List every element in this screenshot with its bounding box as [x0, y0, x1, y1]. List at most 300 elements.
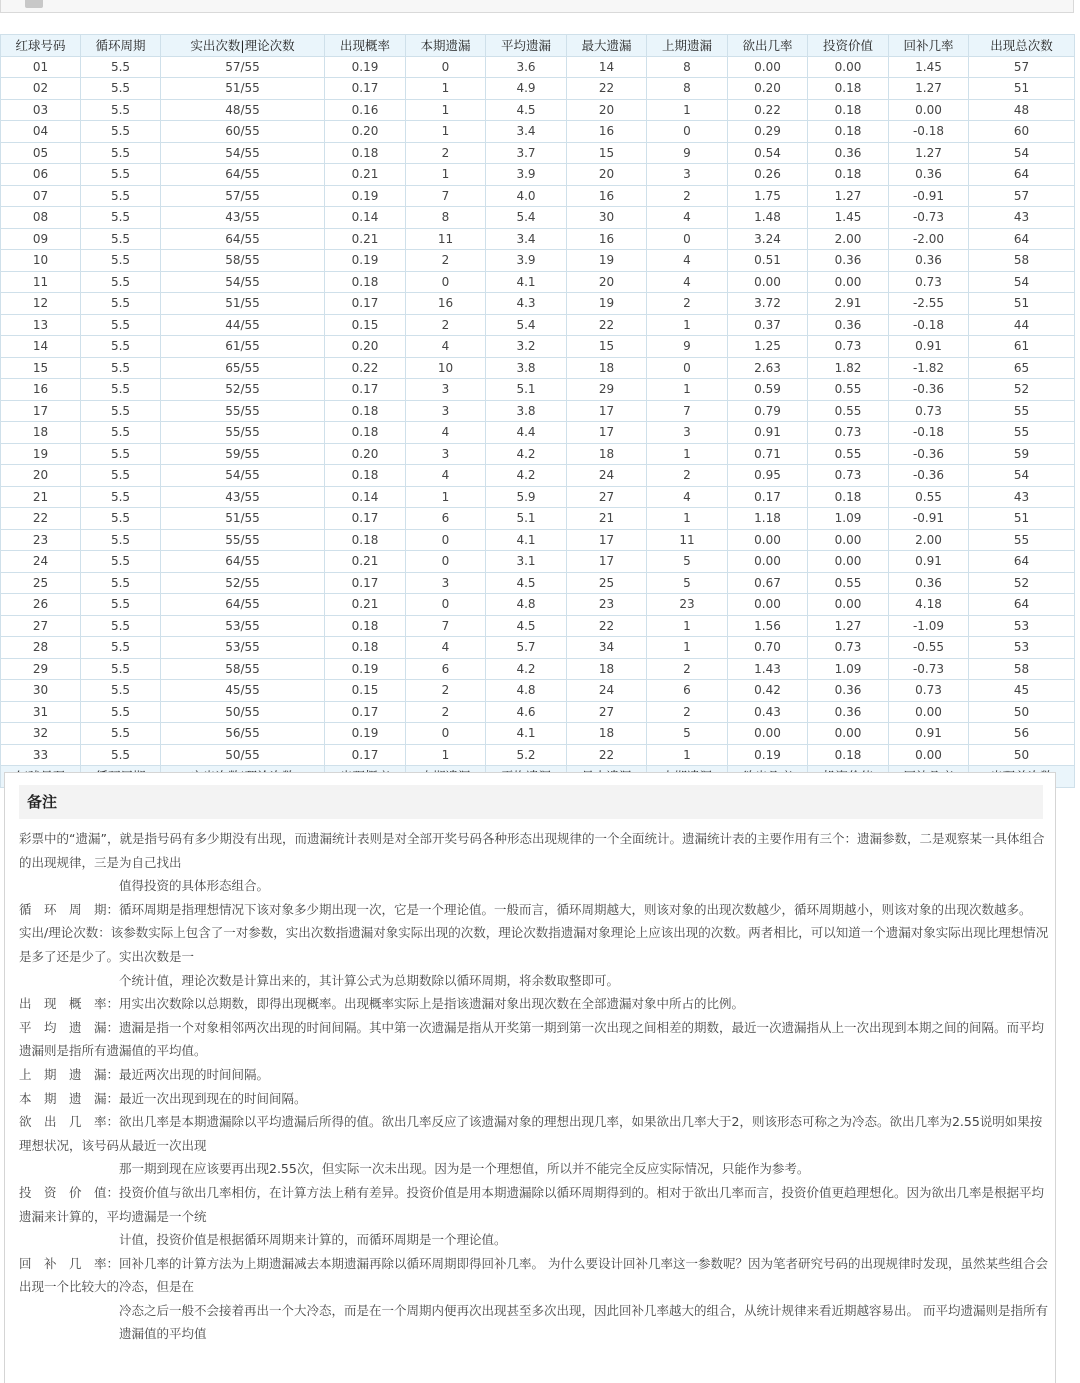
red-ball-omission-table	[0, 34, 1075, 788]
table-cell: 58/55	[161, 250, 325, 272]
document-icon	[25, 0, 43, 8]
table-cell: 5.5	[81, 637, 161, 659]
note-paragraph: 个统计值，理论次数是计算出来的，其计算公式为总期数除以循环周期，将余数取整即可。	[119, 972, 620, 988]
table-cell: 1.27	[808, 185, 889, 207]
table-cell: 5.4	[486, 207, 567, 229]
table-cell: 0.26	[728, 164, 808, 186]
table-cell: 1.43	[728, 658, 808, 680]
table-cell: 0.18	[325, 271, 406, 293]
table-cell: 57	[969, 185, 1075, 207]
table-cell: 5	[647, 723, 728, 745]
column-header: 上期遗漏	[647, 35, 728, 57]
table-cell: 5.7	[486, 637, 567, 659]
table-cell: 4.1	[486, 529, 567, 551]
table-cell: 7	[406, 615, 486, 637]
table-cell: 5.5	[81, 443, 161, 465]
table-cell: 0.91	[889, 723, 969, 745]
table-cell: 2	[647, 701, 728, 723]
table-cell: 5.5	[81, 78, 161, 100]
table-cell: 29	[1, 658, 81, 680]
table-cell: 5.5	[81, 465, 161, 487]
table-cell: 0	[406, 723, 486, 745]
table-cell: 3	[406, 400, 486, 422]
table-cell: 0.22	[325, 357, 406, 379]
table-cell: 28	[1, 637, 81, 659]
table-cell: 5.5	[81, 379, 161, 401]
table-row	[1, 400, 1075, 422]
table-cell: 55/55	[161, 422, 325, 444]
table-cell: 16	[567, 185, 647, 207]
table-cell: 0.17	[728, 486, 808, 508]
column-header: 红球号码	[1, 35, 81, 57]
table-cell: 5.5	[81, 336, 161, 358]
table-row	[1, 164, 1075, 186]
table-cell: 54/55	[161, 142, 325, 164]
table-cell: 03	[1, 99, 81, 121]
table-cell: 5.1	[486, 379, 567, 401]
table-cell: 5.1	[486, 508, 567, 530]
table-row	[1, 465, 1075, 487]
table-row	[1, 357, 1075, 379]
table-cell: 0.18	[325, 529, 406, 551]
table-cell: 0.55	[889, 486, 969, 508]
table-cell: 3.9	[486, 164, 567, 186]
table-cell: 4.5	[486, 572, 567, 594]
table-cell: 19	[1, 443, 81, 465]
table-cell: 0	[406, 551, 486, 573]
table-cell: 0.19	[325, 185, 406, 207]
table-cell: 4	[406, 637, 486, 659]
table-cell: 1.09	[808, 508, 889, 530]
table-row	[1, 78, 1075, 100]
table-cell: 0.21	[325, 594, 406, 616]
table-cell: 12	[1, 293, 81, 315]
table-cell: 5.5	[81, 680, 161, 702]
table-cell: 4.8	[486, 594, 567, 616]
table-row	[1, 336, 1075, 358]
table-cell: 55/55	[161, 400, 325, 422]
table-cell: 0.14	[325, 486, 406, 508]
table-row	[1, 56, 1075, 78]
table-cell: 17	[567, 400, 647, 422]
table-cell: -0.18	[889, 121, 969, 143]
table-cell: 4.3	[486, 293, 567, 315]
table-cell: 4.1	[486, 271, 567, 293]
table-cell: 54	[969, 271, 1075, 293]
table-cell: 0.19	[325, 56, 406, 78]
notes-body	[19, 827, 1049, 1346]
column-header: 出现总次数	[969, 35, 1075, 57]
table-cell: 5	[647, 572, 728, 594]
table-cell: 0.00	[728, 529, 808, 551]
table-cell: 10	[406, 357, 486, 379]
column-header: 投资价值	[808, 35, 889, 57]
table-cell: 9	[647, 142, 728, 164]
table-cell: 0.18	[325, 465, 406, 487]
table-cell: 5.5	[81, 185, 161, 207]
table-cell: 2	[647, 465, 728, 487]
table-row	[1, 271, 1075, 293]
table-cell: 0.51	[728, 250, 808, 272]
table-cell: 6	[406, 508, 486, 530]
table-cell: 0	[647, 121, 728, 143]
table-cell: 13	[1, 314, 81, 336]
table-cell: 64/55	[161, 164, 325, 186]
table-cell: 1	[406, 121, 486, 143]
table-cell: 3.8	[486, 400, 567, 422]
table-cell: 4.6	[486, 701, 567, 723]
table-cell: 16	[406, 293, 486, 315]
table-cell: 50/55	[161, 744, 325, 766]
table-cell: 1	[406, 744, 486, 766]
table-row	[1, 615, 1075, 637]
table-cell: 1	[647, 508, 728, 530]
table-cell: 0.17	[325, 293, 406, 315]
table-cell: 4	[647, 486, 728, 508]
table-cell: 21	[1, 486, 81, 508]
table-cell: 0.19	[325, 250, 406, 272]
table-cell: 3.4	[486, 228, 567, 250]
table-cell: 0.17	[325, 508, 406, 530]
table-cell: 58	[969, 250, 1075, 272]
table-cell: 0.18	[808, 121, 889, 143]
table-cell: -2.55	[889, 293, 969, 315]
table-cell: 0.18	[808, 744, 889, 766]
table-cell: 34	[567, 637, 647, 659]
table-cell: 0.20	[325, 121, 406, 143]
table-cell: 53	[969, 615, 1075, 637]
table-cell: -0.18	[889, 314, 969, 336]
table-cell: 06	[1, 164, 81, 186]
table-cell: 24	[567, 680, 647, 702]
table-row	[1, 529, 1075, 551]
table-cell: 33	[1, 744, 81, 766]
table-cell: 0.22	[728, 99, 808, 121]
table-cell: 3.24	[728, 228, 808, 250]
column-header: 循环周期	[81, 35, 161, 57]
table-cell: 0.54	[728, 142, 808, 164]
table-cell: 29	[567, 379, 647, 401]
table-cell: 30	[567, 207, 647, 229]
table-cell: 1	[647, 379, 728, 401]
table-cell: 57/55	[161, 56, 325, 78]
table-cell: 4.2	[486, 658, 567, 680]
note-paragraph: 本 期 遗 漏：最近一次出现到现在的时间间隔。	[19, 1090, 307, 1106]
table-cell: 52/55	[161, 572, 325, 594]
note-paragraph: 欲 出 几 率：欲出几率是本期遗漏除以平均遗漏后所得的值。欲出几率反应了该遗漏对象的理想出现几率，如果欲出几率大于2，则该形态可称之为冷态。欲出几率为2.55说明如果按理想状况，该号码从最近一次出现	[19, 1114, 1043, 1153]
table-cell: 22	[567, 615, 647, 637]
table-cell: 64	[969, 228, 1075, 250]
table-cell: 4.2	[486, 465, 567, 487]
table-cell: 5.5	[81, 508, 161, 530]
table-cell: 23	[1, 529, 81, 551]
table-cell: 20	[567, 99, 647, 121]
table-cell: 1.75	[728, 185, 808, 207]
table-cell: 0.36	[808, 250, 889, 272]
table-cell: 30	[1, 680, 81, 702]
table-cell: 16	[567, 121, 647, 143]
table-cell: 4	[647, 207, 728, 229]
table-row	[1, 422, 1075, 444]
table-cell: 55/55	[161, 529, 325, 551]
table-cell: 17	[567, 422, 647, 444]
table-cell: 51	[969, 78, 1075, 100]
table-row	[1, 228, 1075, 250]
table-row	[1, 701, 1075, 723]
table-cell: 53/55	[161, 637, 325, 659]
table-cell: 1	[406, 164, 486, 186]
table-cell: 0.19	[728, 744, 808, 766]
table-cell: 0.36	[889, 164, 969, 186]
table-cell: 0	[647, 228, 728, 250]
table-cell: 61	[969, 336, 1075, 358]
table-cell: 1.48	[728, 207, 808, 229]
table-cell: 0.18	[808, 164, 889, 186]
table-cell: 0.42	[728, 680, 808, 702]
table-cell: 0.17	[325, 744, 406, 766]
table-cell: 2	[406, 314, 486, 336]
table-cell: 64/55	[161, 594, 325, 616]
table-row	[1, 293, 1075, 315]
table-cell: 18	[567, 357, 647, 379]
note-paragraph: 投 资 价 值：投资价值与欲出几率相仿，在计算方法上稍有差异。投资价值是用本期遗漏除以循环周期得到的。相对于欲出几率而言，投资价值更趋理想化。因为欲出几率是根据平均遗漏来计算的，平均遗漏是一个统	[19, 1184, 1045, 1224]
table-cell: 56	[969, 723, 1075, 745]
table-cell: 0.73	[808, 336, 889, 358]
table-cell: -0.73	[889, 658, 969, 680]
table-cell: 22	[567, 314, 647, 336]
table-cell: 1	[647, 637, 728, 659]
table-cell: 7	[406, 185, 486, 207]
table-cell: 26	[1, 594, 81, 616]
table-cell: 1.27	[889, 142, 969, 164]
table-row	[1, 594, 1075, 616]
table-cell: 5.5	[81, 658, 161, 680]
table-cell: -2.00	[889, 228, 969, 250]
table-cell: 4.1	[486, 723, 567, 745]
table-cell: 60/55	[161, 121, 325, 143]
table-cell: 0.18	[808, 99, 889, 121]
column-header: 最大遗漏	[567, 35, 647, 57]
table-cell: 22	[1, 508, 81, 530]
table-cell: 18	[1, 422, 81, 444]
table-cell: 20	[567, 164, 647, 186]
table-cell: 1.25	[728, 336, 808, 358]
table-cell: 0.17	[325, 701, 406, 723]
note-paragraph: 平 均 遗 漏：遗漏是指一个对象相邻两次出现的时间间隔。其中第一次遗漏是指从开奖第一期到第一次出现之间相差的期数，最近一次遗漏指从上一次出现到本期之间的间隔。而平均遗漏则是指所有遗漏值的平均值。	[19, 1019, 1045, 1059]
table-cell: 54	[969, 142, 1075, 164]
table-cell: 51/55	[161, 508, 325, 530]
note-paragraph: 冷态之后一般不会接着再出一个大冷态，而是在一个周期内便再次出现甚至多次出现，因此回补几率越大的组合，从统计规律来看近期越容易出。 而平均遗漏则是指所有遗漏值的平均值	[119, 1302, 1048, 1342]
table-cell: 0.73	[808, 465, 889, 487]
table-cell: 0.18	[808, 78, 889, 100]
table-cell: 0.19	[325, 723, 406, 745]
column-header: 回补几率	[889, 35, 969, 57]
table-cell: 65/55	[161, 357, 325, 379]
note-paragraph: 回 补 几 率：回补几率的计算方法为上期遗漏减去本期遗漏再除以循环周期即得回补几率。 为什么要设计回补几率这一参数呢？因为笔者研究号码的出现规律时发现，虽然某些组合会出现一个比较大的冷态，但是在	[19, 1255, 1048, 1295]
column-header: 出现概率	[325, 35, 406, 57]
table-cell: 0.73	[889, 680, 969, 702]
table-cell: 18	[567, 443, 647, 465]
table-cell: 0.18	[325, 400, 406, 422]
table-cell: 6	[647, 680, 728, 702]
table-row	[1, 185, 1075, 207]
table-cell: 0.00	[808, 271, 889, 293]
table-cell: -0.36	[889, 443, 969, 465]
table-cell: 02	[1, 78, 81, 100]
table-cell: 50	[969, 744, 1075, 766]
table-cell: 2	[647, 658, 728, 680]
table-cell: 23	[647, 594, 728, 616]
table-cell: 2	[406, 701, 486, 723]
table-cell: 45	[969, 680, 1075, 702]
table-cell: 0.00	[808, 551, 889, 573]
table-cell: 57	[969, 56, 1075, 78]
table-cell: 50/55	[161, 701, 325, 723]
table-cell: 43/55	[161, 207, 325, 229]
table-cell: 52/55	[161, 379, 325, 401]
table-cell: 2	[406, 250, 486, 272]
table-cell: 51	[969, 508, 1075, 530]
table-cell: 20	[1, 465, 81, 487]
table-cell: 17	[567, 529, 647, 551]
table-cell: 0.36	[808, 701, 889, 723]
table-cell: 0	[406, 271, 486, 293]
top-toolbar-strip	[0, 0, 1074, 13]
table-cell: 58/55	[161, 658, 325, 680]
table-cell: 0	[406, 529, 486, 551]
table-cell: 5.5	[81, 594, 161, 616]
table-cell: 45/55	[161, 680, 325, 702]
table-cell: 11	[1, 271, 81, 293]
table-cell: 0.00	[808, 529, 889, 551]
table-cell: 0.36	[808, 680, 889, 702]
table-cell: -0.36	[889, 379, 969, 401]
table-cell: 0.17	[325, 78, 406, 100]
table-cell: 55	[969, 400, 1075, 422]
table-cell: 2.91	[808, 293, 889, 315]
table-cell: 5.5	[81, 615, 161, 637]
table-cell: 5.5	[81, 121, 161, 143]
table-cell: 0.91	[889, 551, 969, 573]
table-cell: 27	[567, 701, 647, 723]
table-cell: 16	[567, 228, 647, 250]
table-row	[1, 723, 1075, 745]
column-header: 欲出几率	[728, 35, 808, 57]
table-cell: 4.5	[486, 99, 567, 121]
table-cell: 01	[1, 56, 81, 78]
table-cell: 0.95	[728, 465, 808, 487]
table-cell: 0.55	[808, 400, 889, 422]
note-paragraph: 出 现 概 率：用实出次数除以总期数，即得出现概率。出现概率实际上是指该遗漏对象出现次数在全部遗漏对象中所占的比例。	[19, 996, 745, 1012]
table-cell: 0.18	[325, 615, 406, 637]
table-cell: 18	[567, 723, 647, 745]
table-cell: 4.0	[486, 185, 567, 207]
table-cell: 0.00	[728, 551, 808, 573]
table-cell: 54/55	[161, 271, 325, 293]
table-cell: 4	[647, 250, 728, 272]
table-row	[1, 551, 1075, 573]
table-row	[1, 508, 1075, 530]
table-cell: 5.5	[81, 228, 161, 250]
table-cell: 64	[969, 164, 1075, 186]
table-cell: 0	[406, 56, 486, 78]
table-cell: 54	[969, 465, 1075, 487]
table-cell: 0.18	[808, 486, 889, 508]
table-cell: 1.27	[808, 615, 889, 637]
table-cell: 5.5	[81, 723, 161, 745]
table-cell: 2	[647, 293, 728, 315]
table-cell: 4	[647, 271, 728, 293]
table-cell: 0.36	[889, 250, 969, 272]
table-row	[1, 744, 1075, 766]
table-cell: 3.7	[486, 142, 567, 164]
table-cell: 05	[1, 142, 81, 164]
table-cell: 0.21	[325, 164, 406, 186]
table-cell: 2.63	[728, 357, 808, 379]
table-cell: 23	[567, 594, 647, 616]
table-cell: 0.00	[889, 701, 969, 723]
table-row	[1, 142, 1075, 164]
table-cell: -0.73	[889, 207, 969, 229]
table-cell: 59	[969, 443, 1075, 465]
table-cell: 52	[969, 572, 1075, 594]
table-cell: 2.00	[889, 529, 969, 551]
table-cell: 0.00	[728, 723, 808, 745]
table-cell: 1.82	[808, 357, 889, 379]
table-cell: 0.67	[728, 572, 808, 594]
table-cell: 5.5	[81, 164, 161, 186]
table-cell: 1.45	[808, 207, 889, 229]
table-row	[1, 121, 1075, 143]
table-cell: 3.8	[486, 357, 567, 379]
table-cell: 0.21	[325, 228, 406, 250]
table-cell: 50	[969, 701, 1075, 723]
table-cell: 8	[406, 207, 486, 229]
table-cell: 1	[647, 615, 728, 637]
table-cell: 5.5	[81, 529, 161, 551]
table-cell: 5.5	[81, 314, 161, 336]
table-cell: 0.18	[325, 637, 406, 659]
table-cell: 0.36	[889, 572, 969, 594]
table-cell: 08	[1, 207, 81, 229]
table-cell: 0.29	[728, 121, 808, 143]
table-cell: 5.5	[81, 99, 161, 121]
table-cell: 51	[969, 293, 1075, 315]
table-cell: 5	[647, 551, 728, 573]
table-cell: 0.91	[889, 336, 969, 358]
table-cell: 24	[1, 551, 81, 573]
table-cell: 1	[406, 78, 486, 100]
note-paragraph: 那一期到现在应该要再出现2.55次，但实际一次未出现。因为是一个理想值，所以并不能完全反应实际情况，只能作为参考。	[119, 1161, 810, 1177]
table-cell: 3.72	[728, 293, 808, 315]
table-cell: 0.36	[808, 314, 889, 336]
table-cell: 2.00	[808, 228, 889, 250]
table-cell: 0.71	[728, 443, 808, 465]
table-cell: -0.55	[889, 637, 969, 659]
table-cell: 0.37	[728, 314, 808, 336]
table-cell: 0.55	[808, 443, 889, 465]
table-cell: 0.20	[325, 443, 406, 465]
table-cell: 0.18	[325, 422, 406, 444]
table-cell: 0.43	[728, 701, 808, 723]
table-cell: -1.09	[889, 615, 969, 637]
table-cell: 5.5	[81, 271, 161, 293]
table-cell: 22	[567, 744, 647, 766]
table-cell: 0.00	[728, 594, 808, 616]
table-cell: 56/55	[161, 723, 325, 745]
table-cell: 43/55	[161, 486, 325, 508]
note-paragraph: 计值，投资价值是根据循环周期来计算的，而循环周期是一个理论值。	[119, 1232, 507, 1248]
